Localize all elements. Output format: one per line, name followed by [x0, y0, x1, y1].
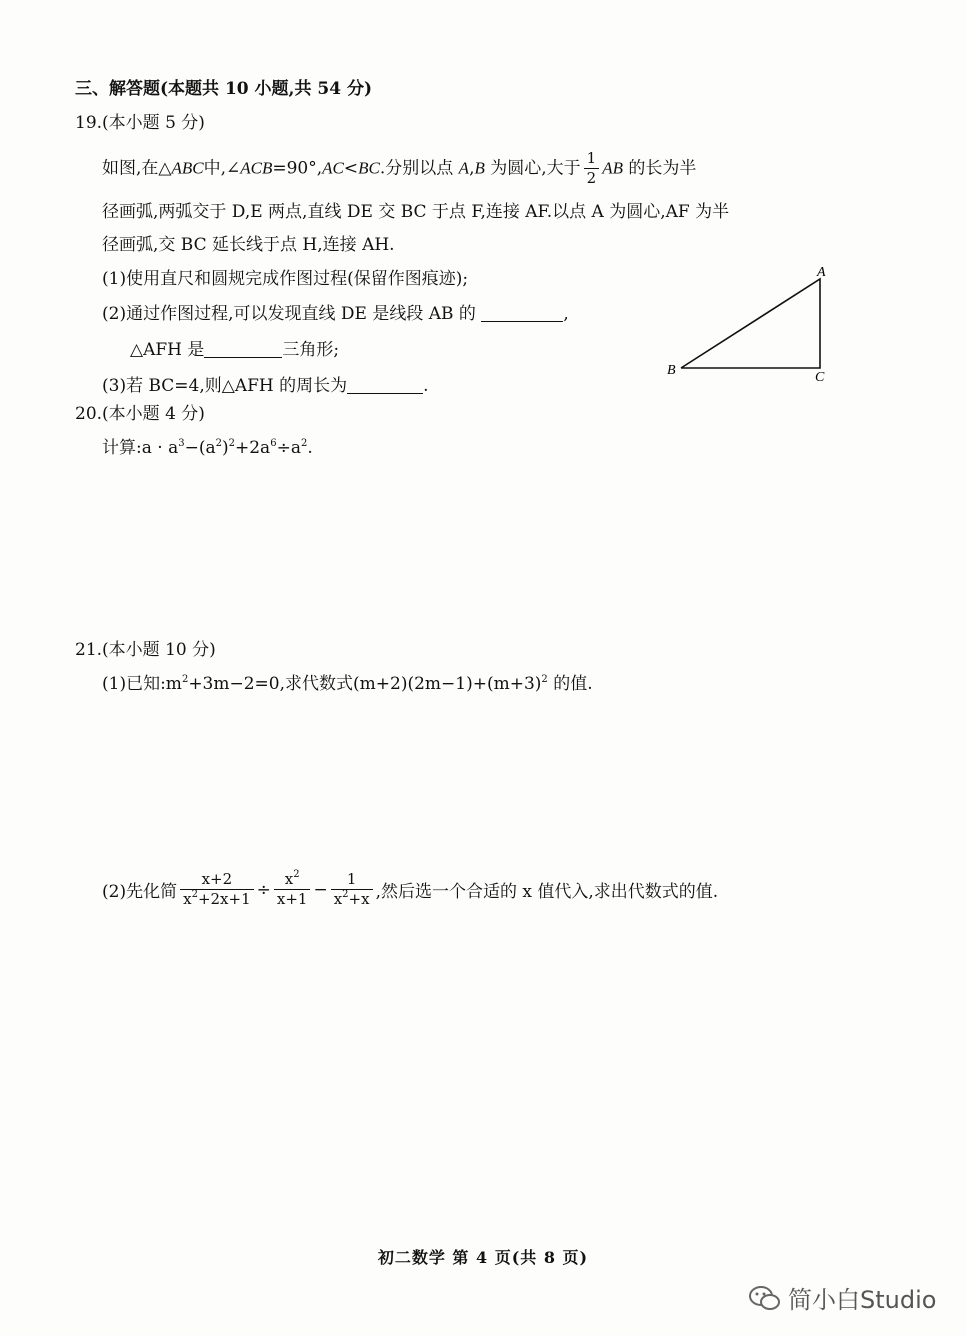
answer-blank-2[interactable]: [204, 341, 282, 358]
triangle-figure: [660, 262, 840, 386]
q19-stem-line1: 如图,在△ABC中,∠ACB=90°,AC<BC.分别以点 A,B 为圆心,大于 $\frac{1}{2}$ AB 的长为半: [102, 149, 697, 188]
page-footer: 初二数学 第 4 页(共 8 页): [377, 1248, 589, 1267]
q19-header: 19.(本小题 5 分): [75, 113, 205, 133]
label-c: C: [815, 370, 825, 385]
answer-blank-3[interactable]: [347, 377, 423, 394]
q20-header: 20.(本小题 4 分): [75, 404, 205, 424]
q19-stem-line3: 径画弧,交 BC 延长线于点 H,连接 AH.: [102, 235, 395, 255]
q19-part2b: △AFH 是 三角形;: [130, 340, 340, 360]
fraction-2: $\frac{x^2}{x+1}$: [274, 871, 311, 909]
wechat-icon: [748, 1283, 782, 1313]
label-a: A: [817, 265, 826, 280]
triangle-abc: [681, 279, 820, 368]
fraction-1: $\frac{x+2}{x^2+2x+1}$: [180, 871, 254, 909]
q21-part2: (2)先化简 $\frac{x+2}{x^2+2x+1}$ ÷ $\frac{x^2}{x+1}$ − $\frac{1}{x^2+x}$ ,然后选一个合适的 x 值代入,求出代数式的值.: [102, 869, 719, 909]
q21-header: 21.(本小题 10 分): [75, 640, 216, 660]
label-b: B: [667, 363, 676, 378]
q19-part1: (1)使用直尺和圆规完成作图过程(保留作图痕迹);: [102, 269, 469, 289]
q20-expression: 计算:a · $a^3-(a^2)^2+2a^6\div a^2$.: [102, 438, 313, 458]
watermark-text: 简小白Studio: [788, 1286, 937, 1314]
q21-part1: (1)已知$:m^2+3m-2=0$,求代数式$(m+2)(2m-1)+(m+3)^2$ 的值.: [102, 674, 593, 694]
section-title: 三、解答题(本题共 10 小题,共 54 分): [75, 79, 372, 99]
watermark: [748, 1280, 936, 1315]
answer-blank-1[interactable]: [481, 305, 563, 322]
q19-part3: (3)若 BC=4,则△AFH 的周长为 .: [102, 376, 429, 396]
fraction-half: $\frac{1}{2}$: [584, 150, 600, 188]
q19-stem-line2: 径画弧,两弧交于 D,E 两点,直线 DE 交 BC 于点 F,连接 AF.以点 A 为圆心,AF 为半: [102, 202, 730, 222]
q19-part2a: (2)通过作图过程,可以发现直线 DE 是线段 AB 的 ,: [102, 304, 569, 324]
fraction-3: $\frac{1}{x^2+x}$: [331, 871, 373, 909]
